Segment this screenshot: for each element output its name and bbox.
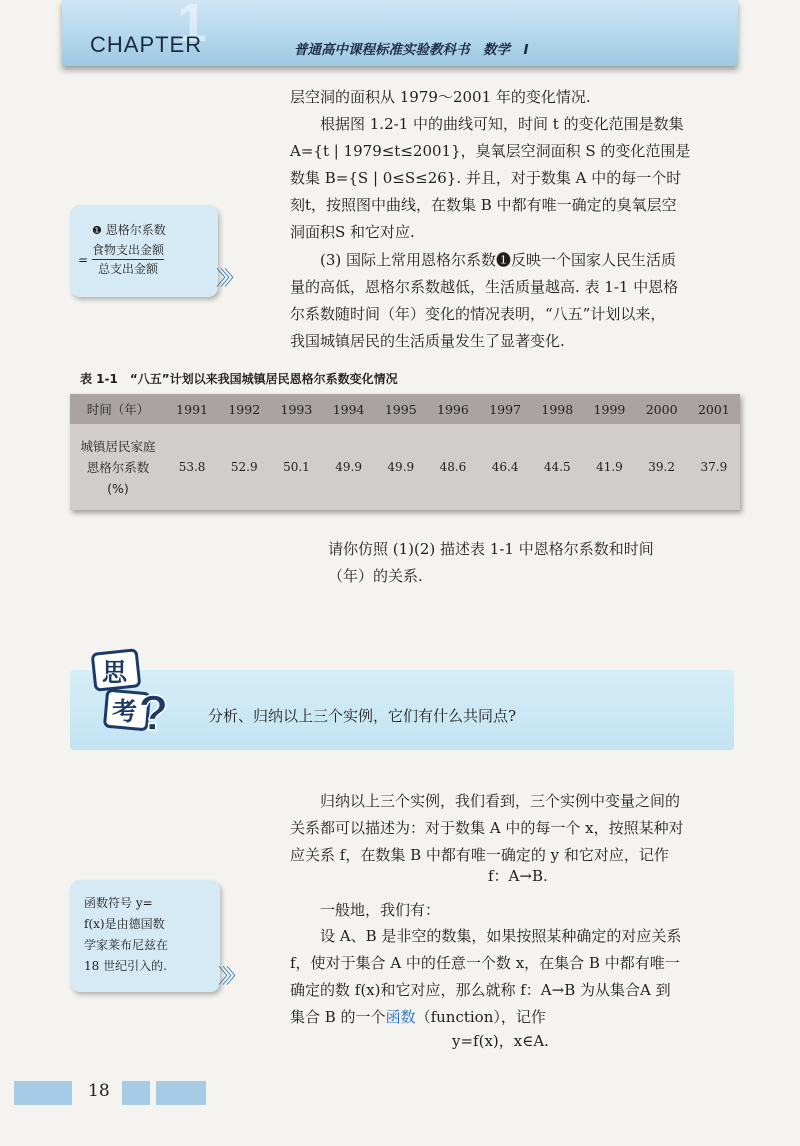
value-cell: 39.2 — [648, 460, 675, 474]
think-question: 分析、归纳以上三个实例，它们有什么共同点? — [208, 707, 517, 725]
sidenote-line: 学家莱布尼兹在 — [84, 938, 169, 952]
think-char-2: 考 — [112, 697, 138, 726]
definition-paragraph — [290, 923, 681, 1031]
year-cell: 1999 — [593, 401, 626, 417]
arrow-icon: 〉〉〉 — [218, 964, 240, 988]
sidenote-leibniz — [70, 880, 220, 992]
table-row — [70, 424, 740, 510]
text-line: (3) 国际上常用恩格尔系数❶反映一个国家人民生活质 — [320, 251, 677, 269]
fraction-numerator: 食物支出金额 — [92, 241, 164, 260]
engel-table — [70, 394, 740, 510]
summary-paragraph — [290, 788, 684, 869]
text-line: 根据图 1.2-1 中的曲线可知，时间 t 的变化范围是数集 — [320, 115, 684, 133]
chapter-number: 1 — [177, 0, 208, 53]
text-span: 集合 B 的一个 — [290, 1008, 386, 1026]
arrow-icon: 〉〉〉 — [216, 266, 238, 290]
value-cell: 49.9 — [335, 460, 362, 474]
text-line: 设 A、B 是非空的数集，如果按照某种确定的对应关系 — [320, 927, 682, 945]
value-cell: 53.8 — [178, 460, 206, 474]
value-cell: 44.5 — [543, 460, 571, 474]
row-label-line: 城镇居民家庭 — [80, 438, 156, 454]
text-line: 确定的数 f(x)和它对应，那么就称 f：A→B 为从集合A 到 — [290, 981, 671, 999]
footnote-marker: ❶ — [92, 224, 102, 237]
function-term: 函数 — [385, 1008, 416, 1026]
intro-paragraph — [290, 84, 690, 246]
text-line: 洞面积S 和它对应. — [290, 223, 415, 241]
mapping-formula: f：A→B. — [488, 867, 548, 885]
table-header-row — [70, 394, 740, 424]
think-char-1: 思 — [102, 658, 128, 687]
text-line: 请你仿照 (1)(2) 描述表 1-1 中恩格尔系数和时间 — [328, 540, 654, 558]
year-cell: 2001 — [697, 401, 730, 417]
text-line — [290, 1004, 681, 1031]
sidenote-line: 函数符号 y= — [84, 896, 153, 910]
text-line: 尔系数随时间（年）变化的情况表明，“八五”计划以来， — [290, 305, 666, 323]
row-label-line: (%) — [107, 480, 129, 496]
think-icon — [88, 648, 172, 740]
text-line: 应关系 f，在数集 B 中都有唯一确定的 y 和它对应，记作 — [290, 846, 669, 864]
row-label — [70, 424, 166, 510]
text-line: 归纳以上三个实例，我们看到，三个实例中变量之间的 — [320, 792, 681, 810]
question-mark-icon: ? — [138, 685, 169, 740]
value-cell: 37.9 — [700, 460, 728, 474]
value-cell: 50.1 — [283, 460, 310, 474]
page-number: 18 — [88, 1081, 110, 1101]
text-line: A={t | 1979≤t≤2001}，臭氧层空洞面积 S 的变化范围是 — [290, 142, 691, 160]
value-cell: 46.4 — [491, 460, 519, 474]
footer-bar — [14, 1081, 72, 1105]
text-line: f，使对于集合 A 中的任意一个数 x，在集合 B 中都有唯一 — [290, 954, 680, 972]
text-line: 我国城镇居民的生活质量发生了显著变化. — [290, 332, 565, 350]
year-cell: 1991 — [176, 401, 208, 417]
year-cell: 1993 — [280, 401, 313, 417]
text-span: （function），记作 — [415, 1008, 546, 1026]
function-formula: y=f(x)，x∈A. — [452, 1032, 549, 1050]
sidenote-line: f(x)是由德国数 — [84, 917, 165, 931]
text-line: 层空洞的面积从 1979～2001 年的变化情况. — [290, 88, 591, 106]
row-label-line: 恩格尔系数 — [86, 459, 150, 475]
sidenote-engel — [70, 205, 218, 297]
year-cell: 1998 — [541, 401, 574, 417]
footer-bar — [122, 1081, 150, 1105]
text-line: 关系都可以描述为：对于数集 A 中的每一个 x，按照某种对 — [290, 819, 684, 837]
year-cell: 1992 — [228, 401, 261, 417]
text-line: 数集 B={S | 0≤S≤26}. 并且，对于数集 A 中的每一个时 — [290, 169, 682, 187]
value-cell: 48.6 — [439, 460, 467, 474]
book-title: 普通高中课程标准实验教科书 数学 Ⅰ — [294, 42, 529, 58]
equals-sign: = — [78, 253, 89, 267]
example-3-paragraph — [290, 247, 678, 355]
value-cell: 49.9 — [387, 460, 415, 474]
text-line: 量的高低，恩格尔系数越低，生活质量越高. 表 1-1 中恩格 — [290, 278, 679, 296]
text-line: 刻t，按照图中曲线，在数集 B 中都有唯一确定的臭氧层空 — [290, 196, 677, 214]
year-cell: 1995 — [384, 401, 417, 417]
table-header-label: 时间（年） — [86, 402, 150, 417]
year-cell: 1996 — [437, 401, 469, 417]
value-cell: 52.9 — [230, 460, 258, 474]
sidenote-title: 恩格尔系数 — [105, 223, 166, 237]
fraction-denominator: 总支出金额 — [98, 262, 159, 276]
table-caption: 表 1-1 “八五”计划以来我国城镇居民恩格尔系数变化情况 — [80, 372, 398, 386]
year-cell: 1994 — [332, 401, 365, 417]
sidenote-line: 18 世纪引入的. — [84, 959, 167, 973]
year-cell: 1997 — [489, 401, 522, 417]
exercise-paragraph — [328, 536, 654, 590]
definition-intro: 一般地，我们有： — [320, 901, 441, 919]
chapter-label: CHAPTER — [90, 32, 203, 57]
text-line: （年）的关系. — [328, 567, 423, 585]
chapter-banner — [62, 0, 738, 66]
value-cell: 41.9 — [596, 460, 623, 474]
footer-bar — [156, 1081, 206, 1105]
year-cell: 2000 — [645, 401, 678, 417]
